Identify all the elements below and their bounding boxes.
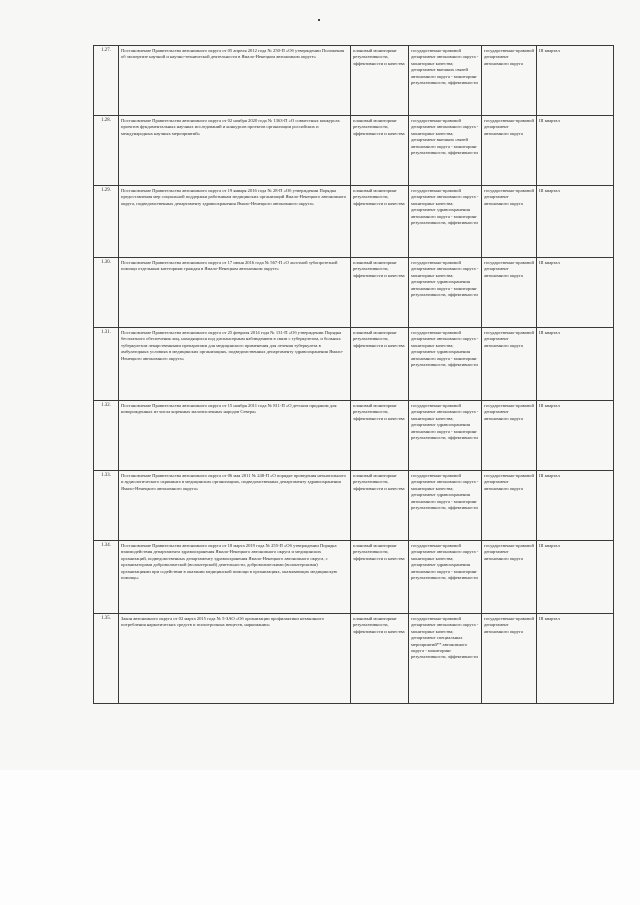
monitoring-type: плановый мониторинг результативности, эффективности и качества	[351, 46, 409, 116]
monitoring-type: плановый мониторинг результативности, эффективности и качества	[351, 614, 409, 704]
co-executor: государственно-правовой департамент автономного округа	[482, 401, 537, 471]
co-executor: государственно-правовой департамент автономного округа	[482, 541, 537, 614]
responsible-executor: государственно-правовой департамент автономного округа - мониторинг качества; департамент внешних связей автономного округа - мониторинг результативности, эффективности	[409, 116, 482, 186]
document-title: Постановление Правительства автономного округа от 19 января 2016 года № 28-П «Об утверждении Порядка предоставления мер социальной поддержки работникам медицинских организаций Ямало-Ненецкого автономного округа, подведомственных департаменту здравоохранения Ямало-Ненецкого автономного округа»	[119, 186, 351, 258]
responsible-executor: государственно-правовой департамент автономного округа - мониторинг качества; департамент внешних связей автономного округа - мониторинг результативности, эффективности	[409, 46, 482, 116]
responsible-executor: государственно-правовой департамент автономного округа - мониторинг качества; департамент здравоохранения автономного округа - мониторинг результативности, эффективности	[409, 541, 482, 614]
co-executor: государственно-правовой департамент автономного округа	[482, 328, 537, 401]
monitoring-plan-table	[93, 45, 614, 704]
document-title: Постановление Правительства автономного округа от 15 ноября 2011 года № 811-П «О детском приданом для новорожденных из числа коренных малочисленных народов Севера»	[119, 401, 351, 471]
deadline: III квартал	[537, 116, 614, 186]
document-title: Постановление Правительства автономного округа от 17 июня 2016 года № 567-П «О льготной зубопротезной помощи отдельным категориям граждан в Ямало-Ненецком автономном округе»	[119, 258, 351, 328]
co-executor: государственно-правовой департамент автономного округа	[482, 471, 537, 541]
deadline: III квартал	[537, 328, 614, 401]
monitoring-type: плановый мониторинг результативности, эффективности и качества	[351, 258, 409, 328]
monitoring-type: плановый мониторинг результативности, эффективности и качества	[351, 401, 409, 471]
monitoring-type: плановый мониторинг результативности, эффективности и качества	[351, 186, 409, 258]
monitoring-type: плановый мониторинг результативности, эффективности и качества	[351, 116, 409, 186]
table-row	[94, 258, 614, 328]
row-number: 1.30.	[94, 258, 119, 328]
document-title: Постановление Правительства автономного округа от 18 марта 2019 года № 255-П «Об утверждении Порядка взаимодействия департамента здравоохранения Ямало-Ненецкого автономного округа и медицинских организаций, подведомственных департаменту здравоохранения Ямало-Ненецкого автономного округа, с организаторами добровольческой (волонтерской) деятельности, добровольческими (волонтерскими) организациями при содействии в оказании медицинской помощи в организациях, оказывающих медицинскую помощь»	[119, 541, 351, 614]
deadline: III квартал	[537, 46, 614, 116]
table-row	[94, 46, 614, 116]
table-row	[94, 471, 614, 541]
row-number: 1.34.	[94, 541, 119, 614]
responsible-executor: государственно-правовой департамент автономного округа - мониторинг качества; департамент специальных мероприятий** автономного округа - мониторинг результативности, эффективности	[409, 614, 482, 704]
table-row	[94, 116, 614, 186]
document-title: Постановление Правительства автономного округа от 25 февраля 2014 года № 131-П «Об утверждении Порядка бесплатного обеспечения лиц, находящихся под диспансерным наблюдением в связи с туберкулезом, и больных туберкулезом лекарственными препаратами для медицинского применения для лечения туберкулеза в амбулаторных условиях в медицинских организациях, подведомственных департаменту здравоохранения Ямало-Ненецкого автономного округа»	[119, 328, 351, 401]
co-executor: государственно-правовой департамент автономного округа	[482, 614, 537, 704]
responsible-executor: государственно-правовой департамент автономного округа - мониторинг качества; департамент здравоохранения автономного округа - мониторинг результативности, эффективности	[409, 471, 482, 541]
row-number: 1.33.	[94, 471, 119, 541]
responsible-executor: государственно-правовой департамент автономного округа - мониторинг качества; департамент здравоохранения автономного округа - мониторинг результативности, эффективности	[409, 401, 482, 471]
co-executor: государственно-правовой департамент автономного округа	[482, 258, 537, 328]
row-number: 1.29.	[94, 186, 119, 258]
co-executor: государственно-правовой департамент автономного округа	[482, 116, 537, 186]
deadline: III квартал	[537, 258, 614, 328]
row-number: 1.31.	[94, 328, 119, 401]
deadline: III квартал	[537, 471, 614, 541]
page-mark	[318, 19, 320, 21]
document-title: Постановление Правительства автономного округа от 06 мая 2011 № 248-П «О порядке проведения неонатального и аудиологического скрининга в медицинских организациях, подведомственных департаменту здравоохранения Ямало-Ненецкого автономного округа»	[119, 471, 351, 541]
table-row	[94, 614, 614, 704]
deadline: III квартал	[537, 186, 614, 258]
row-number: 1.32.	[94, 401, 119, 471]
monitoring-type: плановый мониторинг результативности, эффективности и качества	[351, 328, 409, 401]
table-row	[94, 401, 614, 471]
responsible-executor: государственно-правовой департамент автономного округа - мониторинг качества; департамент здравоохранения автономного округа - мониторинг результативности, эффективности	[409, 328, 482, 401]
document-title: Постановление Правительства автономного округа от 05 апреля 2012 года № 250-П «Об утверждении Положения об экспертизе научной и научно-технической деятельности в Ямало-Ненецком автономном округе»	[119, 46, 351, 116]
responsible-executor: государственно-правовой департамент автономного округа - мониторинг качества; департамент здравоохранения автономного округа - мониторинг результативности, эффективности	[409, 258, 482, 328]
deadline: III квартал	[537, 541, 614, 614]
row-number: 1.35.	[94, 614, 119, 704]
deadline: III квартал	[537, 401, 614, 471]
co-executor: государственно-правовой департамент автономного округа	[482, 46, 537, 116]
row-number: 1.28.	[94, 116, 119, 186]
document-title: Закон автономного округа от 02 марта 2015 года № 5-ЗАО «Об организации профилактики незаконного потребления наркотических средств и психотропных веществ, наркомании»	[119, 614, 351, 704]
co-executor: государственно-правовой департамент автономного округа	[482, 186, 537, 258]
monitoring-type: плановый мониторинг результативности, эффективности и качества	[351, 471, 409, 541]
document-title: Постановление Правительства автономного округа от 02 ноября 2020 года № 1363-П «О совместных конкурсах проектов фундаментальных научных исследований и конкурсов проектов организации российских и международных научных мероприятий»	[119, 116, 351, 186]
table-row	[94, 541, 614, 614]
table-row	[94, 186, 614, 258]
responsible-executor: государственно-правовой департамент автономного округа - мониторинг качества; департамент здравоохранения автономного округа - мониторинг результативности, эффективности	[409, 186, 482, 258]
deadline: III квартал	[537, 614, 614, 704]
row-number: 1.27.	[94, 46, 119, 116]
monitoring-type: плановый мониторинг результативности, эффективности и качества	[351, 541, 409, 614]
table-row	[94, 328, 614, 401]
